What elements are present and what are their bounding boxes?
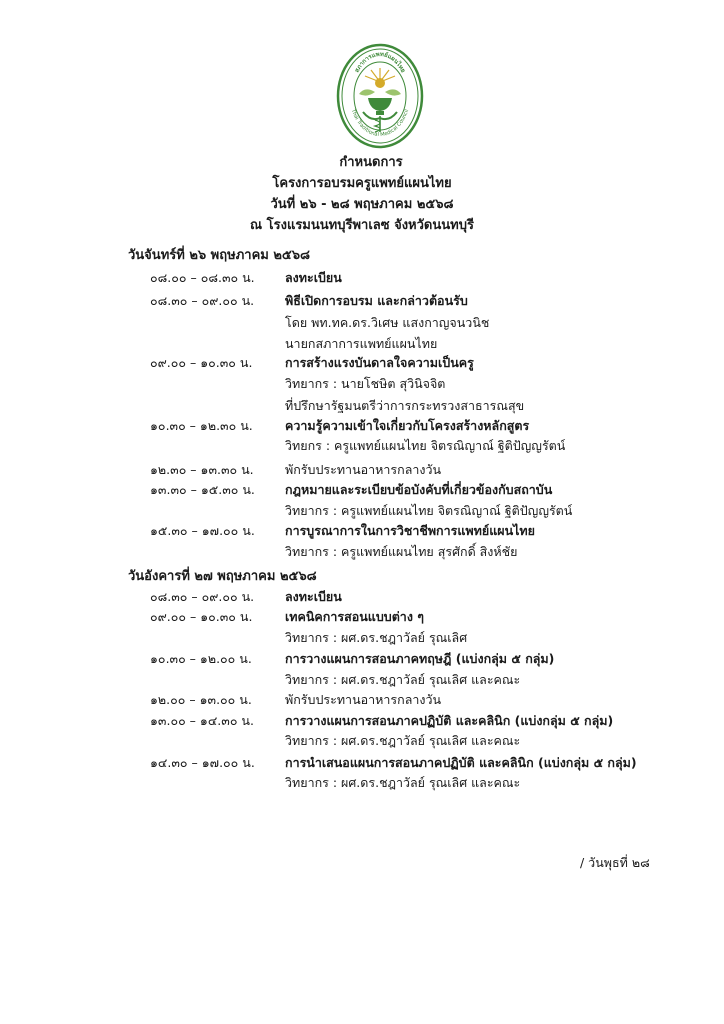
- row-time: ๑๐.๓๐ – ๑๒.๐๐ น.: [150, 651, 252, 666]
- row-activity: กฎหมายและระเบียบข้อบังคับที่เกี่ยวข้องกับสถาบัน: [285, 482, 553, 497]
- schedule-row: [0, 460, 724, 481]
- row-activity: การสร้างแรงบันดาลใจความเป็นครู: [285, 355, 474, 370]
- row-time: ๑๕.๓๐ – ๑๗.๐๐ น.: [150, 523, 255, 538]
- row-activity: การวางแผนการสอนภาคปฏิบัติ และคลินิก (แบ่งกลุ่ม ๕ กลุ่ม): [285, 713, 614, 728]
- row-activity: ลงทะเบียน: [285, 270, 342, 285]
- project-name: โครงการอบรมครูแพทย์แผนไทย: [272, 176, 452, 191]
- council-logo: [335, 42, 425, 150]
- day1-heading: วันจันทร์ที่ ๒๖ พฤษภาคม ๒๕๖๘: [128, 248, 311, 263]
- schedule-row: [0, 480, 724, 501]
- schedule-row: [0, 374, 724, 395]
- schedule-row: [0, 501, 724, 522]
- row-activity: เทคนิคการสอนแบบต่าง ๆ: [285, 609, 424, 624]
- row-time: ๐๘.๓๐ – ๐๙.๐๐ น.: [150, 589, 255, 604]
- schedule-header: [0, 152, 724, 236]
- schedule-row: [0, 542, 724, 563]
- schedule-row: [0, 313, 724, 334]
- schedule-row: [0, 711, 724, 732]
- row-activity: การบูรณาการในการวิชาชีพการแพทย์แผนไทย: [285, 523, 535, 538]
- row-time: ๐๘.๐๐ – ๐๘.๓๐ น.: [150, 270, 255, 285]
- row-time: ๐๙.๐๐ – ๑๐.๓๐ น.: [150, 609, 253, 624]
- row-activity: การวางแผนการสอนภาคทฤษฎี (แบ่งกลุ่ม ๕ กลุ่ม): [285, 651, 555, 666]
- schedule-row: [0, 396, 724, 417]
- row-activity: พักรับประทานอาหารกลางวัน: [285, 692, 442, 707]
- row-activity: นายกสภาการแพทย์แผนไทย: [285, 336, 438, 351]
- row-activity: วิทยากร : ผศ.ดร.ชฎาวัลย์ รุณเลิศ และคณะ: [285, 672, 521, 687]
- day2-heading: วันอังคารที่ ๒๗ พฤษภาคม ๒๕๖๘: [128, 569, 317, 584]
- schedule-row: [0, 334, 724, 355]
- schedule-row: [0, 753, 724, 774]
- logo-text-top: สภาการแพทย์แผนไทย: [353, 50, 407, 74]
- row-activity: พักรับประทานอาหารกลางวัน: [285, 462, 442, 477]
- event-dates: วันที่ ๒๖ - ๒๘ พฤษภาคม ๒๕๖๘: [270, 197, 454, 212]
- row-activity: วิทยากร : ครูแพทย์แผนไทย สุรศักดิ์ สิงห์ชัย: [285, 544, 518, 559]
- row-activity: วิทยากร : ครูแพทย์แผนไทย จิตรณิญาณ์ ฐิติปัญญรัตน์: [285, 503, 573, 518]
- row-activity: วิทยากร : ผศ.ดร.ชฎาวัลย์ รุณเลิศ และคณะ: [285, 733, 521, 748]
- schedule-row: [0, 353, 724, 374]
- row-activity: วิทยากร : ผศ.ดร.ชฎาวัลย์ รุณเลิศ และคณะ: [285, 775, 521, 790]
- row-time: ๑๒.๐๐ – ๑๓.๐๐ น.: [150, 692, 252, 707]
- row-activity: วิทยากร : นายโชษิต สุวินิจจิต: [285, 376, 446, 391]
- row-time: ๐๙.๐๐ – ๑๐.๓๐ น.: [150, 355, 253, 370]
- row-activity: ความรู้ความเข้าใจเกี่ยวกับโครงสร้างหลักสูตร: [285, 418, 530, 433]
- council-seal-icon: [335, 42, 425, 150]
- event-venue: ณ โรงแรมนนทบุรีพาเลซ จังหวัดนนทบุรี: [250, 218, 474, 233]
- schedule-row: [0, 291, 724, 312]
- row-activity: การนำเสนอแผนการสอนภาคปฏิบัติ และคลินิก (แบ่งกลุ่ม ๕ กลุ่ม): [285, 755, 637, 770]
- schedule-row: [0, 416, 724, 437]
- row-time: ๑๐.๓๐ – ๑๒.๓๐ น.: [150, 418, 253, 433]
- row-activity: โดย พท.ทค.ดร.วิเศษ แสงกาญจนวนิช: [285, 315, 490, 330]
- schedule-row: [0, 607, 724, 628]
- page-title: กำหนดการ: [339, 155, 403, 170]
- row-activity: ที่ปรึกษารัฐมนตรีว่าการกระทรวงสาธารณสุข: [285, 398, 525, 413]
- row-time: ๑๒.๓๐ – ๑๓.๓๐ น.: [150, 462, 254, 477]
- row-activity: ลงทะเบียน: [285, 589, 342, 604]
- schedule-row: [0, 731, 724, 752]
- schedule-row: [0, 649, 724, 670]
- row-time: ๑๔.๓๐ – ๑๗.๐๐ น.: [150, 755, 255, 770]
- schedule-row: [0, 521, 724, 542]
- row-time: ๐๘.๓๐ – ๐๙.๐๐ น.: [150, 293, 255, 308]
- logo-text-bottom: Thai Traditional Medical Council: [349, 108, 411, 139]
- schedule-row: [0, 670, 724, 691]
- next-page-note: / วันพุธที่ ๒๘: [580, 855, 650, 870]
- schedule-row: [0, 436, 724, 457]
- schedule-row: [0, 268, 724, 289]
- row-activity: วิทยกร : ครูแพทย์แผนไทย จิตรณิญาณ์ ฐิติปัญญรัตน์: [285, 438, 566, 453]
- schedule-row: [0, 587, 724, 608]
- row-activity: พิธีเปิดการอบรม และกล่าวต้อนรับ: [285, 293, 468, 308]
- row-time: ๑๓.๓๐ – ๑๕.๓๐ น.: [150, 482, 255, 497]
- row-activity: วิทยากร : ผศ.ดร.ชฎาวัลย์ รุณเลิศ: [285, 630, 468, 645]
- schedule-row: [0, 773, 724, 794]
- row-time: ๑๓.๐๐ – ๑๔.๓๐ น.: [150, 713, 254, 728]
- schedule-row: [0, 690, 724, 711]
- schedule-row: [0, 628, 724, 649]
